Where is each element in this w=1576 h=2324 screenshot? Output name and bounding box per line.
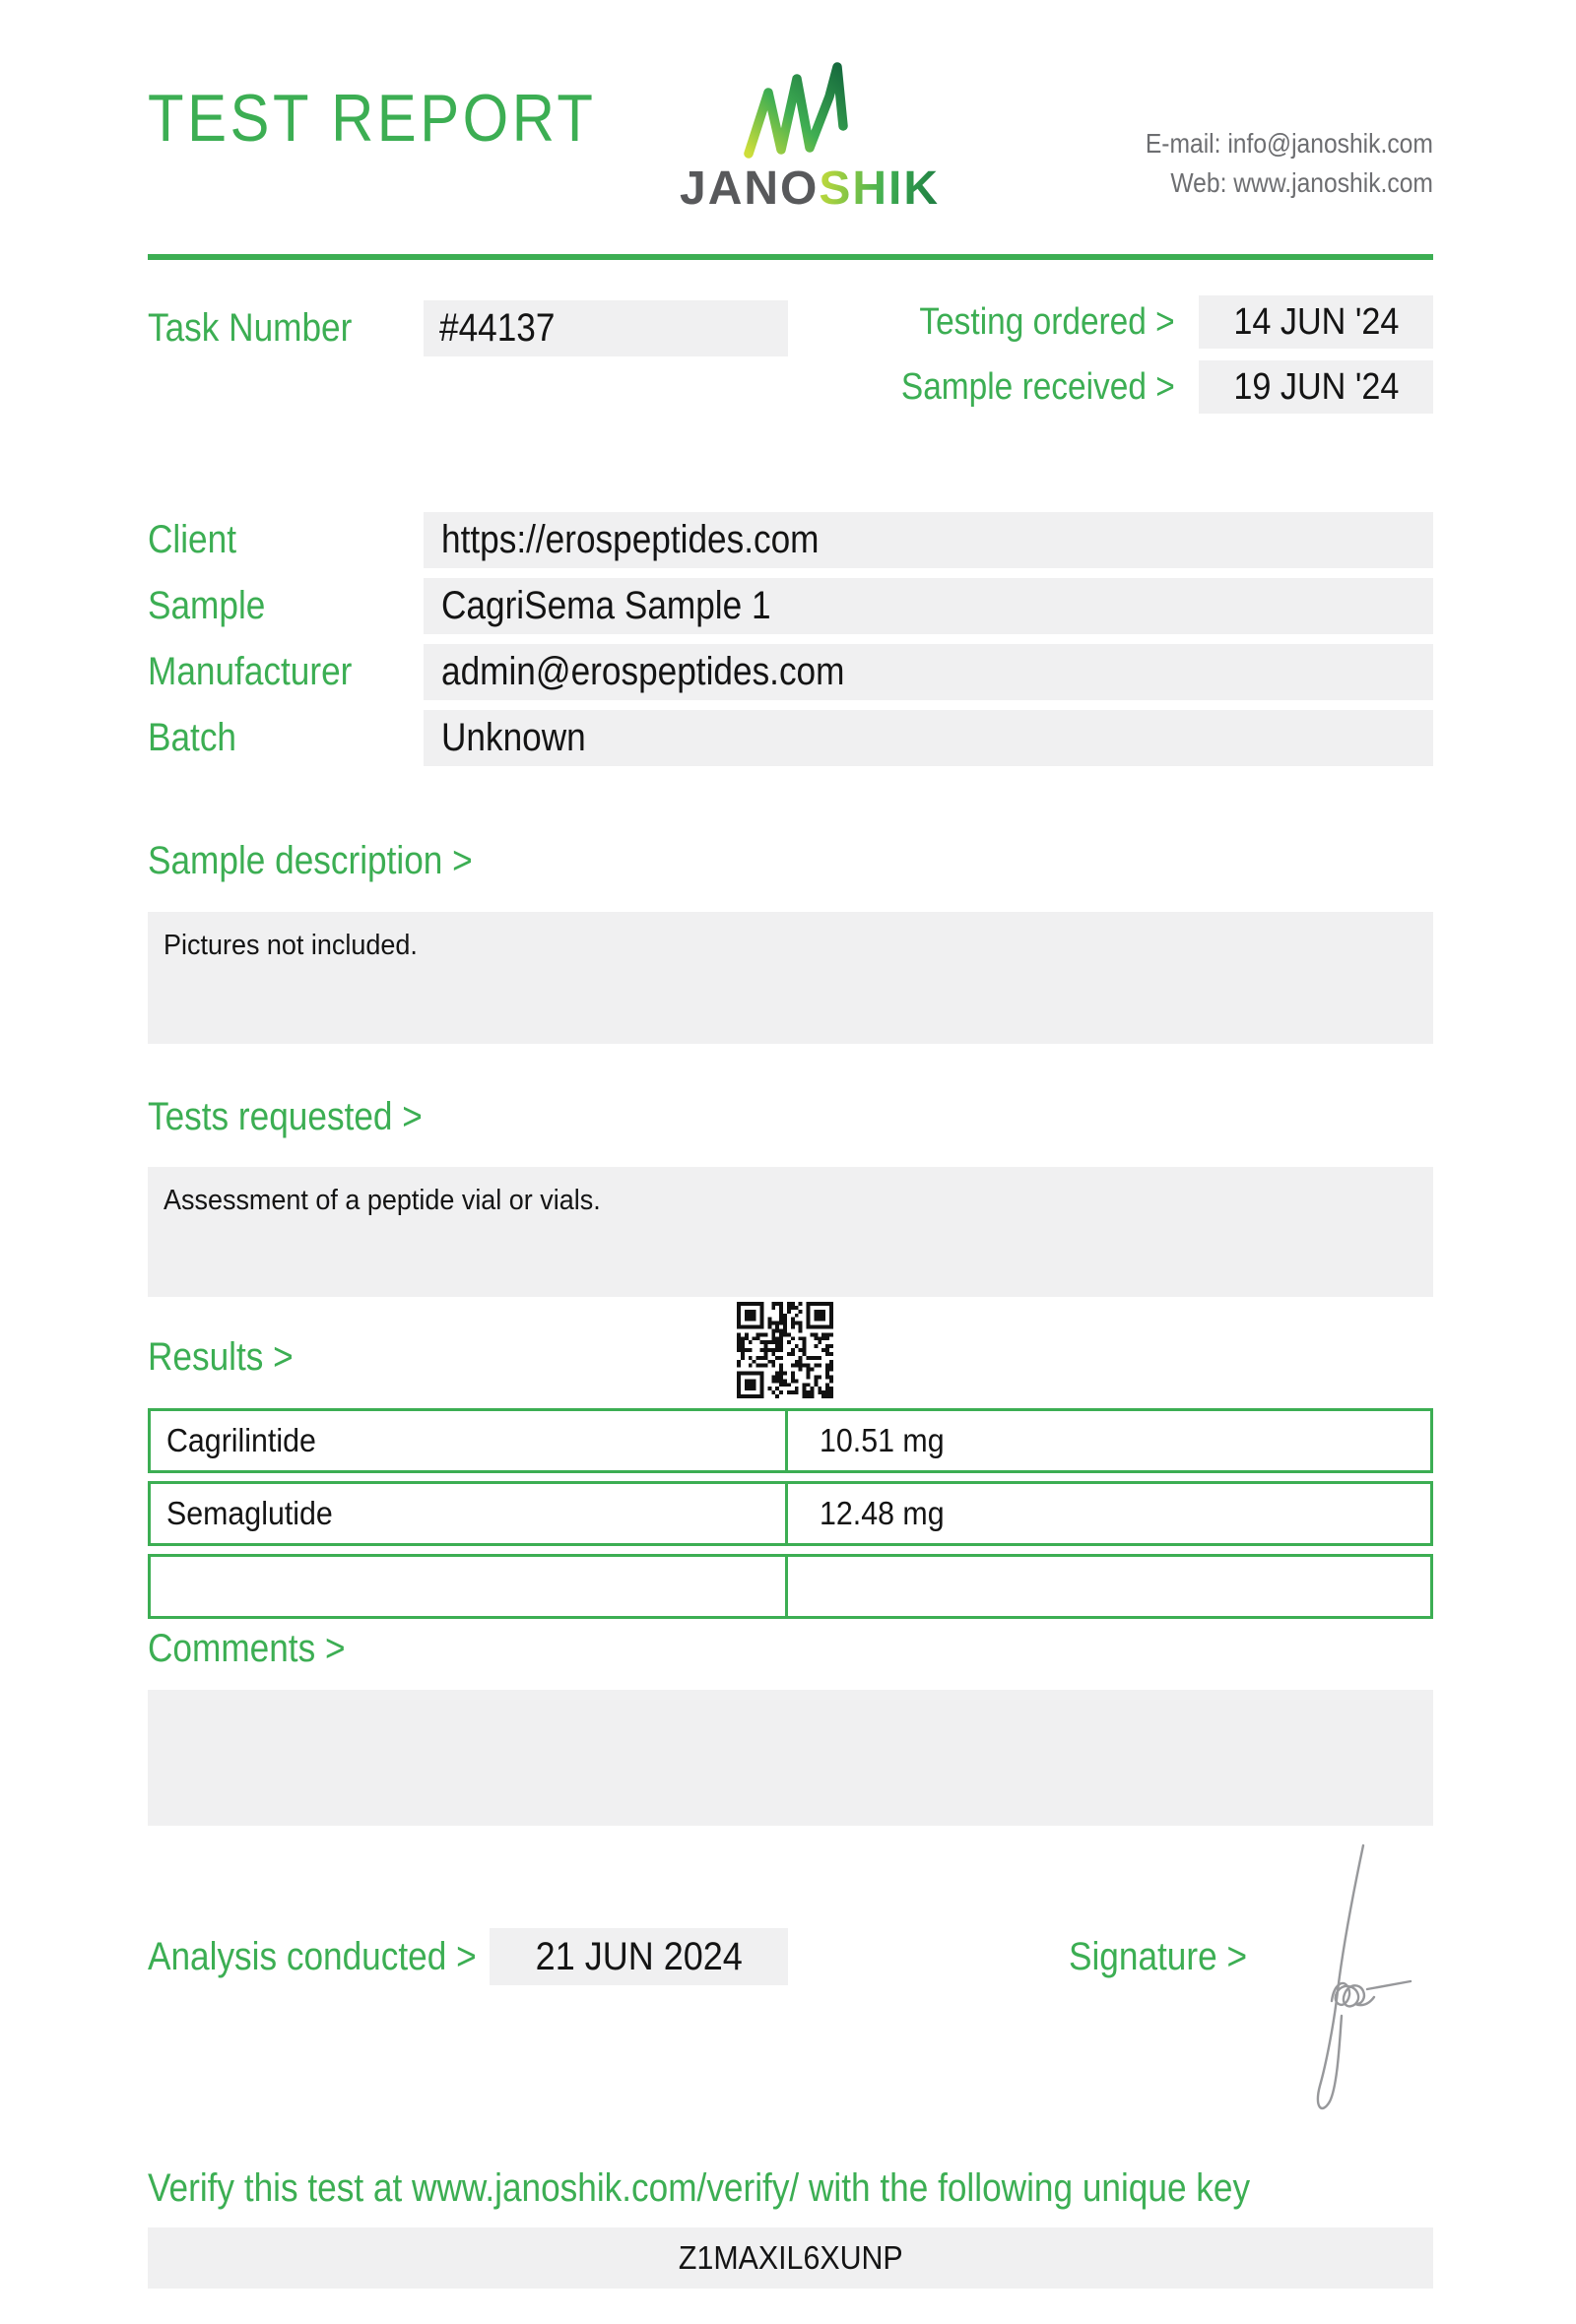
detail-row-batch xyxy=(148,710,1433,766)
analysis-date-value: 21 JUN 2024 xyxy=(490,1928,788,1985)
detail-row-sample xyxy=(148,578,1433,634)
page-title xyxy=(148,81,658,156)
header-divider xyxy=(148,254,1433,260)
verify-instruction: Verify this test at www.janoshik.com/verify/ with the following unique key xyxy=(148,2166,1251,2210)
brand-logo xyxy=(680,61,941,215)
contact-email: E-mail: info@janoshik.com xyxy=(1145,128,1433,159)
amount-cell xyxy=(804,1557,820,1616)
client-label: Client xyxy=(148,518,236,561)
logo-wordmark xyxy=(680,162,941,215)
table-row xyxy=(148,1481,1433,1546)
testing-ordered-label: Testing ordered > xyxy=(919,300,1175,343)
sample-description-heading: Sample description > xyxy=(148,839,473,882)
sample-description-text: Pictures not included. xyxy=(164,930,418,961)
sample-received-row xyxy=(864,360,1433,414)
analyte-name-cell: Semaglutide xyxy=(166,1495,333,1531)
sample-received-label: Sample received > xyxy=(901,365,1175,408)
sample-label: Sample xyxy=(148,584,266,627)
logo-shik: SHIK xyxy=(819,162,941,215)
qr-code xyxy=(737,1302,833,1398)
column-divider xyxy=(785,1557,788,1616)
task-number-value: #44137 xyxy=(424,300,788,356)
tests-requested-text: Assessment of a peptide vial or vials. xyxy=(164,1185,601,1216)
page-title-text: TEST REPORT xyxy=(148,81,597,156)
batch-value: Unknown xyxy=(424,710,1433,766)
results-heading: Results > xyxy=(148,1335,294,1379)
manufacturer-value: admin@erospeptides.com xyxy=(424,644,1433,700)
unique-key-value: Z1MAXIL6XUNP xyxy=(148,2227,1433,2289)
amount-cell: 12.48 mg xyxy=(820,1495,945,1531)
tests-requested-box xyxy=(148,1167,1433,1297)
testing-ordered-value: 14 JUN '24 xyxy=(1199,295,1433,349)
signature-label: Signature > xyxy=(1069,1935,1248,1978)
signature-image xyxy=(1277,1824,1424,2129)
detail-row-client xyxy=(148,512,1433,568)
sample-received-value: 19 JUN '24 xyxy=(1199,360,1433,414)
batch-label: Batch xyxy=(148,716,237,759)
tests-requested-heading: Tests requested > xyxy=(148,1095,423,1138)
table-row xyxy=(148,1554,1433,1619)
contact-web: Web: www.janoshik.com xyxy=(1170,167,1433,198)
logo-jano: JANO xyxy=(680,162,820,215)
contact-info xyxy=(1106,124,1433,203)
detail-row-manufacturer xyxy=(148,644,1433,700)
testing-ordered-row xyxy=(885,295,1433,349)
comments-box xyxy=(148,1690,1433,1826)
column-divider xyxy=(785,1484,788,1543)
manufacturer-label: Manufacturer xyxy=(148,650,353,693)
column-divider xyxy=(785,1411,788,1470)
logo-chart-icon xyxy=(741,61,865,160)
sample-value: CagriSema Sample 1 xyxy=(424,578,1433,634)
analysis-conducted-label: Analysis conducted > xyxy=(148,1935,477,1978)
sample-description-box xyxy=(148,912,1433,1044)
amount-cell: 10.51 mg xyxy=(820,1422,945,1458)
table-row xyxy=(148,1408,1433,1473)
comments-heading: Comments > xyxy=(148,1627,346,1670)
task-number-label: Task Number xyxy=(148,306,353,350)
client-value: https://erospeptides.com xyxy=(424,512,1433,568)
analyte-name-cell: Cagrilintide xyxy=(166,1422,316,1458)
